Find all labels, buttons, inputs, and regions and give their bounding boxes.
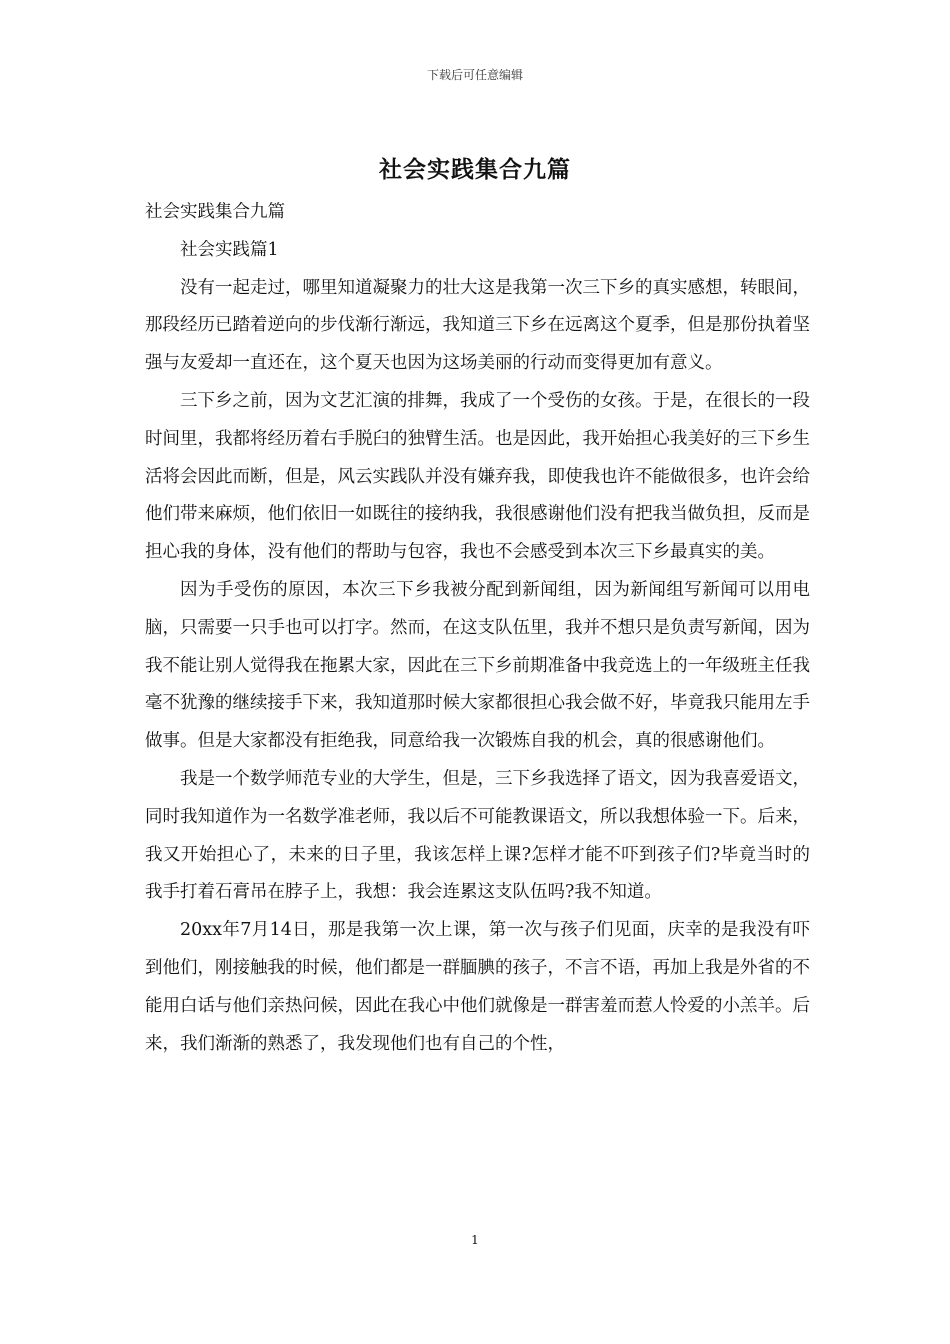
section-heading: 社会实践篇1 [180,239,279,260]
page-number: 1 [471,1233,479,1247]
document-subtitle: 社会实践集合九篇 [145,202,285,222]
document-title: 社会实践集合九篇 [379,156,571,183]
paragraph-4: 我是一个数学师范专业的大学生，但是，三下乡我选择了语文，因为我喜爱语文，同时我知道作为一名数学准老师，我以后不可能教课语文，所以我想体验一下。后来，我又开始担心了，未来的日子里，我该怎样上课?怎样才能不吓到孩子们?毕竟当时的我手打着石膏吊在脖子上，我想：我会连累这支队伍吗?我不知道。 [145,768,810,903]
paragraph-1: 没有一起走过，哪里知道凝聚力的壮大这是我第一次三下乡的真实感想，转眼间，那段经历已踏着逆向的步伐渐行渐远，我知道三下乡在远离这个夏季，但是那份执着坚强与友爱却一直还在，这个夏天也因为这场美丽的行动而变得更加有意义。 [145,277,810,374]
paragraph-2: 三下乡之前，因为文艺汇演的排舞，我成了一个受伤的女孩。于是，在很长的一段时间里，我都将经历着右手脱臼的独臂生活。也是因此，我开始担心我美好的三下乡生活将会因此而断，但是，风云实践队并没有嫌弃我，即使我也许不能做很多，也许会给他们带来麻烦，他们依旧一如既往的接纳我，我很感谢他们没有把我当做负担，反而是担心我的身体，没有他们的帮助与包容，我也不会感受到本次三下乡最真实的美。 [145,390,810,563]
document-body [145,194,810,1063]
paragraph-5: 20xx年7月14日，那是我第一次上课，第一次与孩子们见面，庆幸的是我没有吓到他们，刚接触我的时候，他们都是一群腼腆的孩子，不言不语，再加上我是外省的不能用白话与他们亲热问候，因此在我心中他们就像是一群害羞而惹人怜爱的小羔羊。后来，我们渐渐的熟悉了，我发现他们也有自己的个性， [145,920,810,1054]
page-header-note: 下载后可任意编辑 [426,68,523,82]
paragraph-3: 因为手受伤的原因，本次三下乡我被分配到新闻组，因为新闻组写新闻可以用电脑，只需要一只手也可以打字。然而，在这支队伍里，我并不想只是负责写新闻，因为我不能让别人觉得我在拖累大家，因此在三下乡前期准备中我竞选上的一年级班主任我毫不犹豫的继续接手下来，我知道那时候大家都很担心我会做不好，毕竟我只能用左手做事。但是大家都没有拒绝我，同意给我一次锻炼自我的机会，真的很感谢他们。 [145,579,810,752]
